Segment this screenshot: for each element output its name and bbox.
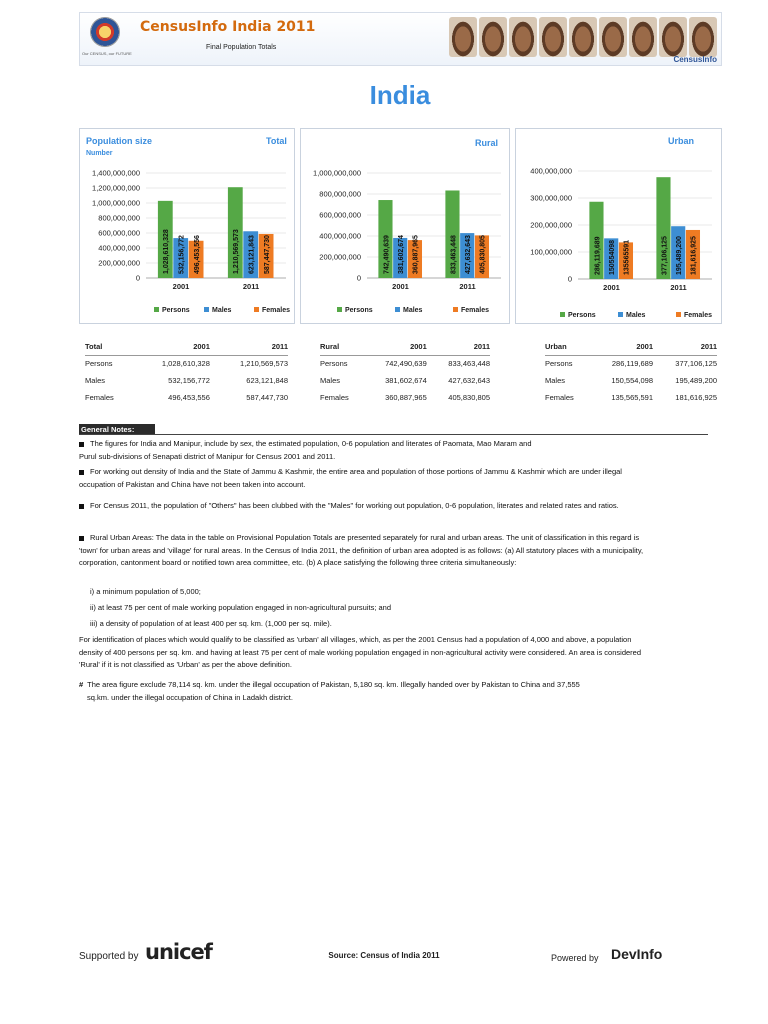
bar-chart-total bbox=[80, 129, 296, 325]
chart-panel-total bbox=[79, 128, 295, 324]
table-row bbox=[85, 372, 288, 389]
legend-swatch bbox=[254, 307, 259, 312]
table-cell: 381,602,674 bbox=[385, 376, 427, 385]
table-cell: Females bbox=[85, 393, 114, 402]
legend-swatch bbox=[154, 307, 159, 312]
legend-swatch bbox=[337, 307, 342, 312]
legend-label: Persons bbox=[568, 312, 596, 319]
y-tick-label: 600,000,000 bbox=[98, 228, 140, 238]
page-title: India bbox=[369, 80, 431, 110]
note-text: density of 400 persons per sq. km. and having at least 75 per cent of male working population engaged in non-agricultural activity were considered. An area is considered bbox=[79, 647, 641, 657]
data-label: 150554098 bbox=[609, 239, 616, 275]
table-cell: 833,463,448 bbox=[448, 359, 490, 369]
bullet-square-icon bbox=[79, 470, 84, 475]
legend-label: Males bbox=[212, 307, 232, 314]
y-tick-label: 800,000,000 bbox=[319, 189, 361, 199]
y-tick-label: 300,000,000 bbox=[530, 193, 572, 203]
table-cell: 496,453,556 bbox=[168, 393, 210, 402]
unicef-logo: unicef bbox=[145, 940, 212, 964]
note-text: Purul sub-divisions of Senapati district of Manipur for Census 2001 and 2011. bbox=[79, 451, 336, 461]
data-label: 1,210,569,573 bbox=[233, 229, 241, 274]
chart-panel-urban bbox=[515, 128, 722, 324]
x-tick-label: 2011 bbox=[242, 282, 260, 291]
portrait-image bbox=[449, 17, 477, 57]
bar-chart-rural bbox=[301, 129, 511, 325]
y-tick-label: 1,400,000,000 bbox=[92, 168, 140, 178]
legend-label: Persons bbox=[162, 307, 190, 314]
legend-label: Persons bbox=[345, 307, 373, 314]
legend-swatch bbox=[560, 312, 565, 317]
table-header-cell: 2011 bbox=[210, 338, 288, 355]
legend-swatch bbox=[453, 307, 458, 312]
table-cell: 150,554,098 bbox=[611, 376, 654, 385]
census-seal-logo bbox=[90, 17, 120, 47]
legend-label: Males bbox=[626, 312, 646, 319]
legend-swatch bbox=[618, 312, 623, 317]
data-label: 405,830,805 bbox=[479, 235, 487, 274]
legend-label: Females bbox=[684, 312, 713, 319]
censusinfo-label: CensusInfo bbox=[673, 55, 717, 64]
y-tick-label: 0 bbox=[567, 274, 572, 284]
data-label: 427,632,643 bbox=[465, 235, 472, 274]
devinfo-logo: DevInfo bbox=[611, 946, 663, 962]
table-total bbox=[85, 338, 288, 406]
table-row bbox=[85, 355, 288, 372]
note-text: occupation of Pakistan and China have not been taken into account. bbox=[79, 479, 306, 489]
table-cell: Males bbox=[545, 376, 566, 385]
legend-swatch bbox=[676, 312, 681, 317]
portrait-image bbox=[539, 17, 567, 57]
table-cell: 286,119,689 bbox=[611, 359, 654, 369]
data-label: 742,490,639 bbox=[383, 235, 391, 274]
note-text: sq.km. under the illegal occupation of China in Ladakh district. bbox=[87, 692, 293, 702]
data-label: 1,028,610,328 bbox=[163, 229, 171, 274]
brand-subtitle: Final Population Totals bbox=[206, 44, 277, 51]
table-header-cell: Urban bbox=[545, 338, 589, 355]
table-urban bbox=[545, 338, 717, 406]
note-text: For working out density of India and the State of Jammu & Kashmir, the entire area and population of those portions of Jammu & Kashmir which are under illegal bbox=[90, 467, 622, 476]
portrait-image bbox=[659, 17, 687, 57]
table-cell: 360,887,965 bbox=[385, 393, 427, 402]
note-text: Rural Urban Areas: The data in the table on Provisional Population Totals are presented separately for rural and urban areas. The unit of classification in this regard is bbox=[90, 533, 640, 542]
note-rural-urban bbox=[79, 532, 708, 570]
legend-label: Males bbox=[403, 307, 423, 314]
footnote-marker: # bbox=[79, 680, 84, 689]
data-label: 360,887,965 bbox=[412, 235, 420, 274]
table-row bbox=[545, 355, 717, 372]
portrait-image bbox=[479, 17, 507, 57]
table-cell: 623,121,848 bbox=[246, 376, 288, 385]
table-row bbox=[85, 389, 288, 406]
data-label: 195,489,200 bbox=[676, 236, 683, 275]
table-cell: Persons bbox=[85, 359, 113, 369]
table-row bbox=[545, 389, 717, 406]
table-cell: Males bbox=[85, 376, 106, 385]
table-cell: 427,632,643 bbox=[448, 376, 490, 385]
bullet-square-icon bbox=[79, 442, 84, 447]
y-tick-label: 1,200,000,000 bbox=[92, 183, 140, 193]
portrait-image bbox=[509, 17, 537, 57]
header-banner bbox=[79, 12, 722, 66]
table-cell: Males bbox=[320, 376, 341, 385]
table-cell: Persons bbox=[320, 359, 348, 369]
panel-label-rural: Rural bbox=[475, 138, 499, 148]
table-cell: 181,616,925 bbox=[675, 393, 717, 402]
y-tick-label: 0 bbox=[135, 273, 140, 283]
criterion-item: iii) a density of population of at least 400 per sq. km. (1,000 per sq. mile). bbox=[90, 619, 332, 628]
data-label: 532,156,772 bbox=[178, 235, 186, 274]
y-tick-label: 1,000,000,000 bbox=[92, 198, 140, 208]
panel-label-total: Total bbox=[266, 136, 287, 146]
y-tick-label: 200,000,000 bbox=[530, 220, 572, 230]
table-row bbox=[320, 372, 490, 389]
table-header-cell: Total bbox=[85, 338, 132, 355]
y-tick-label: 200,000,000 bbox=[319, 252, 361, 262]
note-manipur bbox=[79, 438, 708, 463]
faces-strip bbox=[449, 17, 717, 57]
data-label: 377,106,125 bbox=[661, 236, 669, 275]
legend-swatch bbox=[204, 307, 209, 312]
data-label: 181,616,925 bbox=[690, 236, 698, 275]
powered-by-label: Powered by bbox=[551, 953, 599, 963]
notes-divider bbox=[79, 434, 708, 435]
criterion-item: i) a minimum population of 5,000; bbox=[90, 587, 201, 596]
panel-title: Population size bbox=[86, 136, 153, 146]
x-tick-label: 2001 bbox=[172, 282, 190, 291]
data-label: 135565591 bbox=[623, 239, 631, 275]
y-tick-label: 800,000,000 bbox=[98, 213, 140, 223]
seal-tagline: Our CENSUS, our FUTURE bbox=[82, 51, 132, 56]
data-label: 833,463,448 bbox=[450, 235, 458, 274]
table-header-cell: Rural bbox=[320, 338, 364, 355]
supported-by-label: Supported by bbox=[79, 951, 139, 962]
table-cell: 1,028,610,328 bbox=[161, 359, 210, 369]
table-header-cell: 2011 bbox=[427, 338, 490, 355]
note-others bbox=[79, 500, 708, 513]
table-cell: Females bbox=[545, 393, 574, 402]
table-cell: 405,830,805 bbox=[448, 393, 490, 402]
table-row bbox=[545, 372, 717, 389]
y-tick-label: 400,000,000 bbox=[530, 166, 572, 176]
note-text: The figures for India and Manipur, include by sex, the estimated population, 0-6 population and literates of Paomata, Mao Maram and bbox=[90, 439, 532, 448]
data-label: 623,121,843 bbox=[248, 235, 256, 274]
y-tick-label: 200,000,000 bbox=[98, 258, 140, 268]
portrait-image bbox=[689, 17, 717, 57]
y-tick-label: 1,000,000,000 bbox=[313, 168, 361, 178]
x-tick-label: 2001 bbox=[603, 283, 620, 292]
table-cell: 377,106,125 bbox=[675, 359, 717, 369]
table-cell: 742,490,639 bbox=[385, 359, 427, 369]
table-row bbox=[320, 355, 490, 372]
note-text: corporation, cantonment board or notified town area committee, etc. (b) A place satisfying the following three criteria simultaneously: bbox=[79, 558, 517, 567]
legend-label: Females bbox=[262, 307, 291, 314]
note-identification bbox=[79, 634, 708, 672]
note-density bbox=[79, 466, 708, 491]
chart-panel-rural bbox=[300, 128, 510, 324]
y-tick-label: 400,000,000 bbox=[98, 243, 140, 253]
y-tick-label: 0 bbox=[356, 273, 361, 283]
brand-title: CensusInfo India 2011 bbox=[140, 19, 316, 35]
note-text: The area figure exclude 78,114 sq. km. under the illegal occupation of Pakistan, 5,180 sq. km. Illegally handed over by Pakistan to China and 37,555 bbox=[87, 680, 580, 689]
table-cell: 587,447,730 bbox=[246, 393, 288, 402]
note-text: For Census 2011, the population of "Others" has been clubbed with the "Males" for working out population, 0-6 population, literates and related rates and ratios. bbox=[90, 501, 619, 510]
note-footnote bbox=[79, 679, 708, 704]
panel-unit: Number bbox=[86, 150, 113, 157]
table-cell: 1,210,569,573 bbox=[240, 359, 288, 369]
y-tick-label: 600,000,000 bbox=[319, 210, 361, 220]
note-text: 'Rural' if it is not classified as 'Urban' as per the above definition. bbox=[79, 660, 292, 669]
table-header-cell: 2001 bbox=[364, 338, 427, 355]
table-cell: 135,565,591 bbox=[611, 393, 654, 402]
legend-swatch bbox=[395, 307, 400, 312]
x-tick-label: 2011 bbox=[459, 282, 476, 291]
note-text: 'town' for urban areas and 'village' for rural areas. In the Census of India 2011, the definition of urban area adopted is as follows: (a) All statutory places with a municipality, bbox=[79, 545, 644, 555]
panel-label-urban: Urban bbox=[668, 136, 695, 146]
table-header-cell: 2001 bbox=[132, 338, 210, 355]
source-label: Source: Census of India 2011 bbox=[328, 951, 440, 960]
table-header-cell: 2011 bbox=[653, 338, 717, 355]
data-label: 496,453,556 bbox=[193, 235, 201, 274]
table-rural bbox=[320, 338, 490, 406]
table-row bbox=[320, 389, 490, 406]
bar-chart-urban bbox=[516, 129, 723, 325]
criterion-item: ii) at least 75 per cent of male working population engaged in non-agricultural pursuits; and bbox=[90, 603, 392, 612]
table-header-row bbox=[320, 338, 490, 355]
note-text: For identification of places which would qualify to be classified as 'urban' all villages, which, as per the 2001 Census had a population of 4,000 and above, a population bbox=[79, 635, 632, 644]
table-cell: 195,489,200 bbox=[675, 376, 717, 385]
data-label: 381,602,674 bbox=[398, 235, 405, 274]
portrait-image bbox=[599, 17, 627, 57]
table-header-cell: 2001 bbox=[589, 338, 653, 355]
notes-heading: General Notes: bbox=[79, 424, 155, 435]
data-label: 286,119,689 bbox=[594, 236, 602, 275]
bullet-square-icon bbox=[79, 536, 84, 541]
x-tick-label: 2011 bbox=[670, 283, 687, 292]
portrait-image bbox=[569, 17, 597, 57]
table-cell: Persons bbox=[545, 359, 573, 369]
y-tick-label: 400,000,000 bbox=[319, 231, 361, 241]
table-cell: 532,156,772 bbox=[168, 376, 210, 385]
x-tick-label: 2001 bbox=[392, 282, 409, 291]
legend-label: Females bbox=[461, 307, 490, 314]
portrait-image bbox=[629, 17, 657, 57]
bullet-square-icon bbox=[79, 504, 84, 509]
table-header-row bbox=[85, 338, 288, 355]
y-tick-label: 100,000,000 bbox=[530, 247, 572, 257]
data-label: 587,447,730 bbox=[263, 235, 271, 274]
table-cell: Females bbox=[320, 393, 349, 402]
table-header-row bbox=[545, 338, 717, 355]
